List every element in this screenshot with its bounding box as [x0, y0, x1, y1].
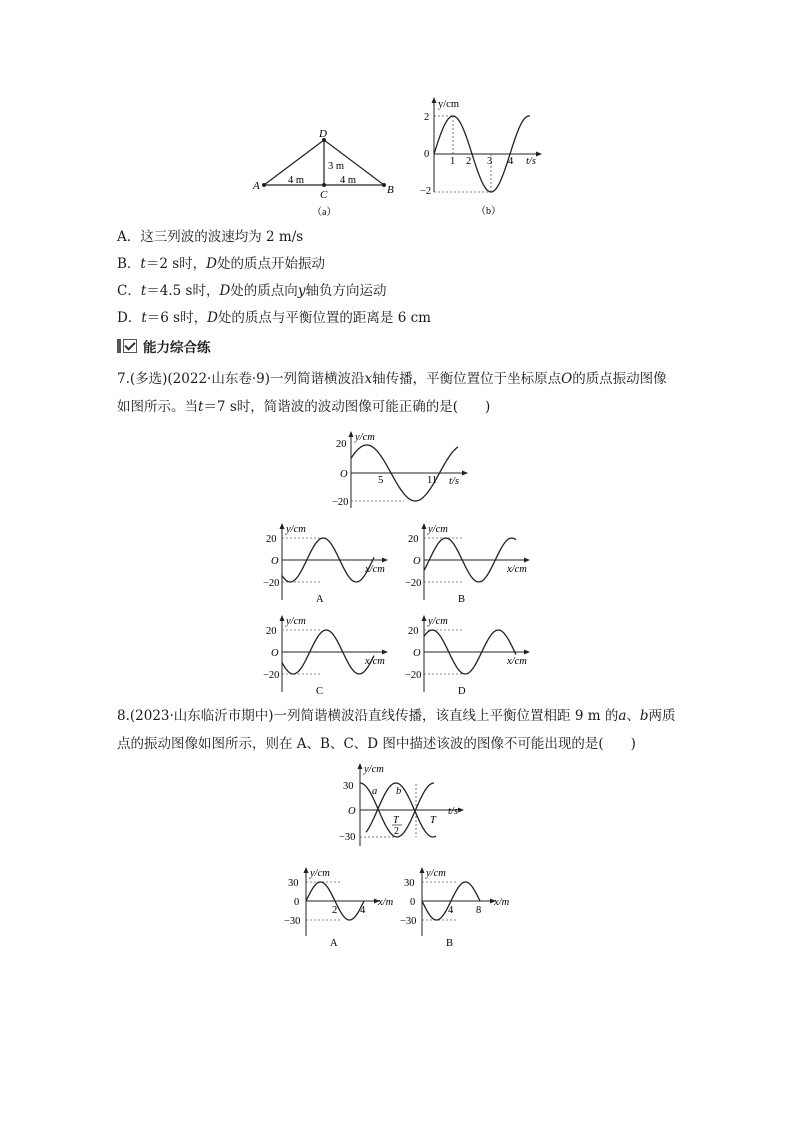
choice-label: B [446, 938, 454, 949]
q7m-xtick-11: 11 [427, 475, 438, 486]
option-C-prefix: C． [117, 283, 141, 299]
b-origin: 0 [424, 149, 430, 160]
choice-xtick-1: 2 [332, 905, 338, 916]
option-B-var: t [140, 256, 146, 272]
q7-var-O: O [561, 371, 573, 387]
option-C-var3: y [297, 283, 306, 299]
option-B-var2: D [206, 256, 217, 272]
q7-prefix: 7.(多选)(2022·山东卷·9)一列简谐横波沿 [117, 371, 365, 387]
q8m-xlabel: t/s [448, 806, 458, 817]
choice-xtick-2: 4 [360, 905, 366, 916]
length-height: 3 m [328, 161, 345, 172]
q7-var-t: t [198, 399, 204, 415]
option-D-var2: D [207, 310, 218, 326]
choice-ylabel: y/cm [310, 868, 330, 879]
choice-xlabel: x/cm [365, 656, 385, 667]
option-D-text2: 处的质点与平衡位置的距离是 6 cm [217, 310, 431, 326]
choice-ytop: 30 [404, 878, 415, 889]
option-D-prefix: D． [117, 310, 142, 326]
y-axis-arrow [420, 867, 425, 873]
choice-xlabel: x/cm [507, 564, 527, 575]
b-xtick-3: 3 [487, 156, 493, 167]
option-A [117, 229, 303, 245]
q7-choice-C-graph [262, 612, 392, 698]
q7-line2b: ＝7 s时，简谐波的波动图像可能正确的是( ) [203, 399, 491, 415]
x-axis-arrow [382, 558, 388, 563]
choice-label: A [330, 938, 338, 949]
choice-ylabel: y/cm [426, 868, 446, 879]
label-D: D [319, 128, 327, 140]
label-A: A [253, 180, 260, 192]
b-xlabel: t/s [526, 156, 536, 167]
option-D-var: t [141, 310, 147, 326]
q8-line1 [117, 708, 676, 724]
caption-b: （b） [476, 206, 501, 217]
option-B-text2: 处的质点开始振动 [217, 256, 325, 272]
choice-xlabel: x/cm [365, 564, 385, 575]
q7m-ytop: 20 [336, 439, 347, 450]
q7-main-graph [330, 428, 470, 512]
q8m-ybot: −30 [339, 832, 356, 843]
choice-ybot: −30 [284, 916, 301, 927]
q8m-tfull: T [430, 815, 436, 826]
q7-choice-A-graph [262, 520, 392, 606]
choice-label: B [458, 594, 466, 605]
label-B: B [387, 184, 394, 196]
b-ylabel: y/cm [438, 99, 459, 110]
choice-ytop: 20 [408, 534, 419, 545]
label-C: C [320, 189, 328, 201]
q7m-xlabel: t/s [449, 476, 459, 487]
q8-var-b: b [639, 708, 649, 724]
choice-origin: O [271, 648, 279, 659]
y-axis-arrow [422, 615, 427, 621]
choice-xlabel: x/m [494, 897, 510, 908]
b-ytick-bot: −2 [420, 186, 432, 197]
option-B-text: ＝2 s时， [145, 256, 207, 272]
choice-ytop: 20 [408, 626, 419, 637]
choice-ylabel: y/cm [286, 616, 306, 627]
caption-a: （a） [312, 207, 337, 218]
length-right: 4 m [340, 175, 357, 186]
option-B [117, 256, 325, 272]
q7m-xtick-5: 5 [378, 475, 384, 486]
q8-sep: 、 [626, 708, 640, 724]
x-axis-arrow [524, 650, 530, 655]
choice-ylabel: y/cm [428, 524, 448, 535]
choice-ybot: −20 [263, 578, 280, 589]
choice-ybot: −20 [263, 670, 280, 681]
q7m-origin: O [340, 469, 348, 480]
choice-origin: 0 [294, 897, 300, 908]
y-axis-arrow [304, 867, 309, 873]
figure-b-graph [418, 92, 548, 220]
choice-origin: 0 [410, 897, 416, 908]
q7-line2 [117, 399, 490, 415]
q8-choice-A-graph [282, 864, 402, 950]
choice-ylabel: y/cm [428, 616, 448, 627]
q8-end: 两质 [648, 708, 676, 724]
section-header [117, 337, 211, 355]
q7m-ylabel: y/cm [355, 432, 375, 443]
q8-choice-B-graph [398, 864, 518, 950]
q8m-origin: O [348, 806, 356, 817]
x-axis-arrow [524, 558, 530, 563]
choice-origin: O [413, 556, 421, 567]
b-xtick-1: 1 [450, 156, 456, 167]
section-bar-icon [117, 339, 121, 353]
choice-label: C [316, 686, 324, 697]
choice-origin: O [271, 556, 279, 567]
q8m-label-a: a [372, 786, 378, 797]
q7-line1 [117, 371, 667, 387]
q8m-label-b: b [396, 786, 402, 797]
choice-xlabel: x/m [378, 897, 394, 908]
q8-prefix: 8.(2023·山东临沂市期中)一列简谐横波沿直线传播，该直线上平衡位置相距 9 m 的 [117, 708, 619, 724]
choice-ylabel: y/cm [286, 524, 306, 535]
y-axis-arrow [422, 523, 427, 529]
choice-ybot: −30 [400, 916, 417, 927]
option-B-prefix: B． [117, 256, 141, 272]
checkbox-icon [123, 339, 137, 353]
figure-a-triangle [250, 122, 400, 222]
choice-label: A [316, 594, 324, 605]
q8m-thalf-num: T [393, 815, 399, 826]
length-left: 4 m [288, 175, 305, 186]
q8m-thalf-den: 2 [394, 826, 399, 837]
option-D [117, 310, 431, 326]
choice-xtick-2: 8 [476, 905, 482, 916]
b-xtick-2: 2 [466, 156, 472, 167]
choice-ytop: 30 [288, 878, 299, 889]
option-C-text3: 轴负方向运动 [305, 283, 387, 299]
q8m-ytop: 30 [343, 781, 354, 792]
option-A-text: A．这三列波的波速均为 2 m/s [117, 229, 304, 245]
q8-line2: 点的振动图像如图所示，则在 A、B、C、D 图中描述该波的图像不可能出现的是( ) [117, 736, 636, 752]
choice-xlabel: x/cm [507, 656, 527, 667]
y-axis-arrow [280, 523, 285, 529]
b-ytick-top: 2 [424, 112, 430, 123]
q8-main-graph [336, 760, 476, 850]
q8m-ylabel: y/cm [364, 764, 384, 775]
option-C-text: ＝4.5 s时， [146, 283, 220, 299]
b-xtick-4: 4 [508, 156, 514, 167]
q7-var-x: x [364, 371, 373, 387]
q7-choice-D-graph [404, 612, 534, 698]
q7-mid: 轴传播，平衡位置位于坐标原点 [372, 371, 562, 387]
y-axis-arrow [280, 615, 285, 621]
choice-ybot: −20 [405, 670, 422, 681]
option-C-var: t [140, 283, 147, 299]
option-C-text2: 处的质点向 [230, 283, 298, 299]
q7-choice-B-graph [404, 520, 534, 606]
section-title: 能力综合练 [143, 340, 211, 356]
choice-label: D [458, 686, 466, 697]
choice-xtick-1: 4 [448, 905, 454, 916]
choice-origin: O [413, 648, 421, 659]
q7m-ybot: −20 [332, 497, 349, 508]
choice-ybot: −20 [405, 578, 422, 589]
choice-ytop: 20 [266, 626, 277, 637]
q7-line2a: 如图所示。当 [117, 399, 198, 415]
choice-ytop: 20 [266, 534, 277, 545]
q8-line2 [117, 736, 636, 752]
q7-end: 的质点振动图像 [572, 371, 667, 387]
x-axis-arrow [382, 650, 388, 655]
option-D-text: ＝6 s时， [146, 310, 208, 326]
option-C [117, 283, 386, 299]
q8-var-a: a [618, 708, 627, 724]
option-C-var2: D [219, 283, 231, 299]
